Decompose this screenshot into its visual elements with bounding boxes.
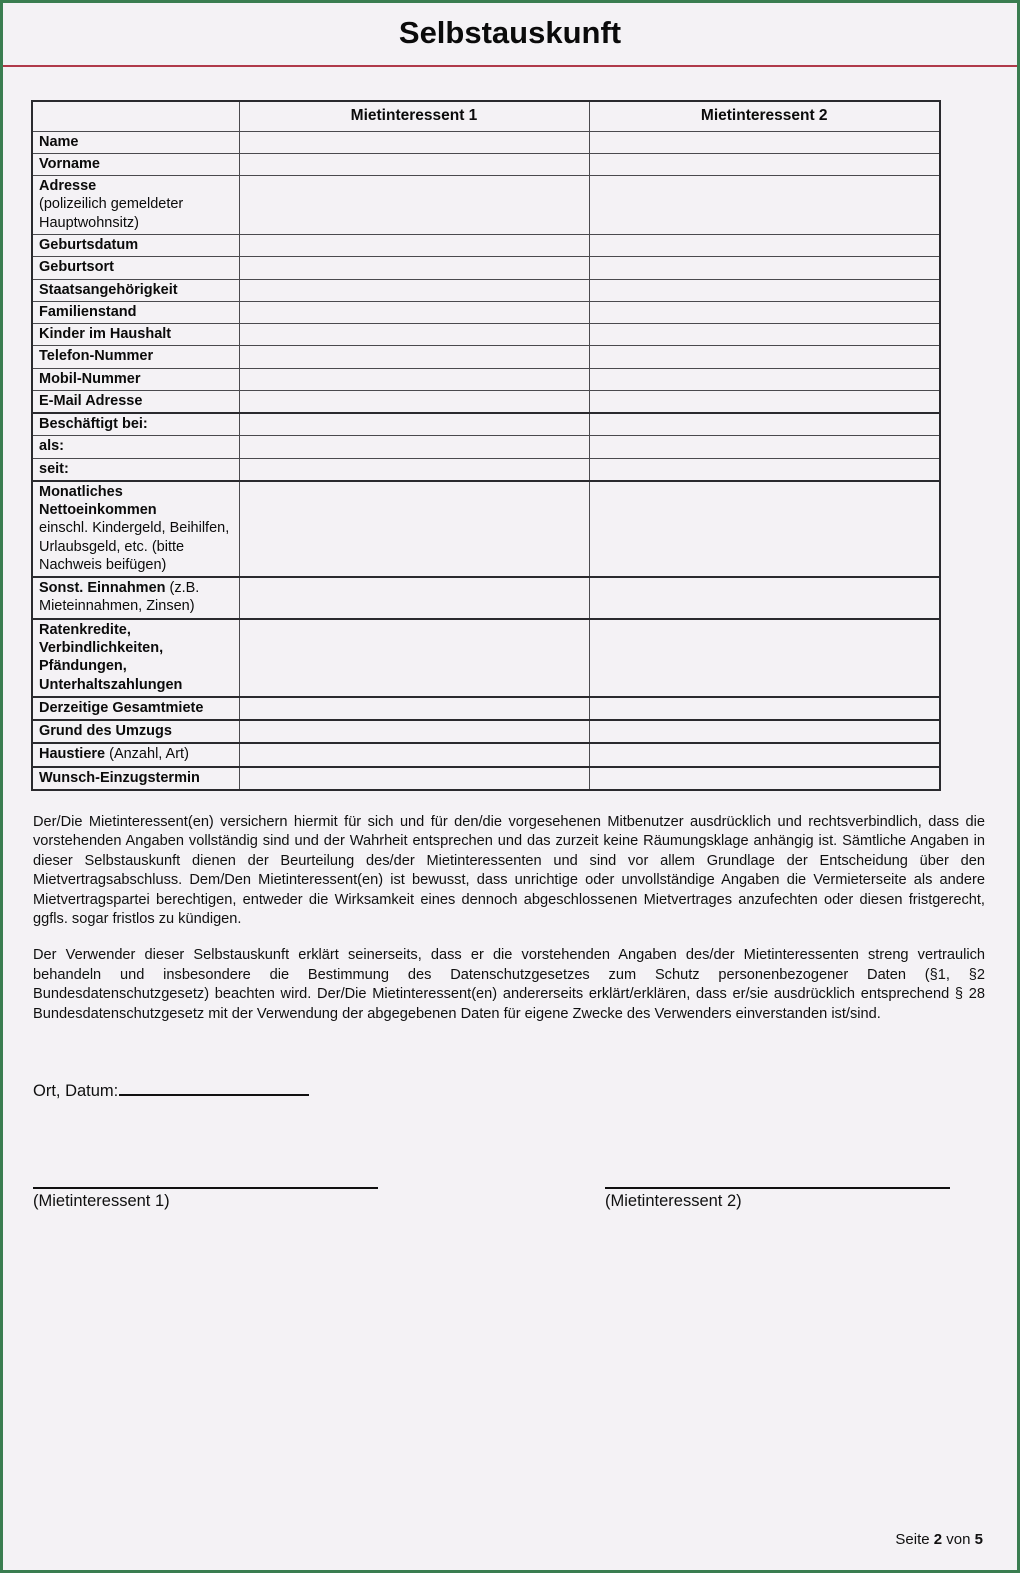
table-row — [32, 153, 940, 175]
footer-page-number: 2 — [933, 1531, 943, 1548]
field-mietinteressent-1[interactable] — [239, 153, 589, 175]
row-label — [32, 176, 239, 235]
row-label-text: Geburtsort — [39, 259, 114, 276]
signature-block-1 — [33, 1187, 378, 1211]
row-label-text: Geburtsdatum — [39, 236, 139, 253]
signature-block-2 — [605, 1187, 950, 1211]
footer-total-pages: 5 — [974, 1531, 983, 1548]
header-mietinteressent-1: Mietinteressent 1 — [239, 101, 589, 132]
row-label — [32, 324, 239, 346]
field-mietinteressent-1[interactable] — [239, 697, 589, 720]
field-mietinteressent-2[interactable] — [589, 413, 940, 436]
field-mietinteressent-1[interactable] — [239, 577, 589, 619]
table-header-row — [32, 101, 940, 132]
row-label — [32, 301, 239, 323]
field-mietinteressent-1[interactable] — [239, 257, 589, 279]
table-row — [32, 436, 940, 458]
footer-prefix: Seite — [895, 1531, 934, 1548]
field-mietinteressent-2[interactable] — [589, 743, 940, 766]
header-mietinteressent-2: Mietinteressent 2 — [589, 101, 940, 132]
selbstauskunft-table — [31, 100, 941, 791]
field-mietinteressent-1[interactable] — [239, 390, 589, 413]
field-mietinteressent-2[interactable] — [589, 458, 940, 481]
field-mietinteressent-2[interactable] — [589, 720, 940, 743]
row-label-text: Staatsangehörigkeit — [39, 281, 178, 298]
table-row — [32, 301, 940, 323]
row-label-text: Mobil-Nummer — [39, 370, 141, 387]
field-mietinteressent-1[interactable] — [239, 436, 589, 458]
row-label-text: als: — [39, 438, 64, 455]
row-label — [32, 390, 239, 413]
field-mietinteressent-1[interactable] — [239, 368, 589, 390]
row-label-text: Beschäftigt bei: — [39, 416, 148, 433]
field-mietinteressent-1[interactable] — [239, 234, 589, 256]
signature-caption-1: (Mietinteressent 1) — [33, 1191, 170, 1210]
table-row — [32, 257, 940, 279]
form-table-wrap — [3, 67, 1017, 791]
field-mietinteressent-1[interactable] — [239, 767, 589, 790]
table-row — [32, 131, 940, 153]
table-row — [32, 413, 940, 436]
row-label-note: (polizeilich gemeldeter Hauptwohnsitz) — [39, 196, 184, 231]
row-label — [32, 368, 239, 390]
row-label-text: Adresse — [39, 178, 97, 195]
header-label-column — [32, 101, 239, 132]
row-label-text: Derzeitige Gesamtmiete — [39, 699, 204, 716]
signature-lines — [33, 1187, 985, 1211]
field-mietinteressent-2[interactable] — [589, 234, 940, 256]
table-row — [32, 720, 940, 743]
field-mietinteressent-2[interactable] — [589, 390, 940, 413]
table-row — [32, 619, 940, 697]
signature-line-2[interactable] — [605, 1187, 950, 1189]
row-label — [32, 743, 239, 766]
row-label — [32, 697, 239, 720]
field-mietinteressent-2[interactable] — [589, 153, 940, 175]
field-mietinteressent-2[interactable] — [589, 436, 940, 458]
row-label-inline-note: (z.B. Mieteinnahmen, Zinsen) — [39, 580, 200, 615]
row-label — [32, 257, 239, 279]
row-label-text: Ratenkredite, Verbindlichkeiten, Pfändungen, Unterhaltszahlungen — [39, 621, 183, 693]
table-row — [32, 390, 940, 413]
field-mietinteressent-2[interactable] — [589, 257, 940, 279]
table-row — [32, 481, 940, 577]
field-mietinteressent-1[interactable] — [239, 176, 589, 235]
row-label-note: einschl. Kindergeld, Beihilfen, Urlaubsgeld, etc. (bitte Nachweis beifügen) — [39, 520, 230, 573]
field-mietinteressent-2[interactable] — [589, 368, 940, 390]
row-label — [32, 346, 239, 368]
page-title: Selbstauskunft — [398, 15, 622, 50]
row-label — [32, 577, 239, 619]
table-body — [32, 131, 940, 790]
row-label-text: Monatliches Nettoeinkommen — [39, 483, 157, 519]
table-row — [32, 743, 940, 766]
field-mietinteressent-1[interactable] — [239, 301, 589, 323]
row-label-text: seit: — [39, 460, 69, 477]
row-label-text: Haustiere — [39, 746, 106, 763]
title-block — [3, 3, 1017, 67]
row-label — [32, 153, 239, 175]
field-mietinteressent-2[interactable] — [589, 324, 940, 346]
field-mietinteressent-1[interactable] — [239, 279, 589, 301]
field-mietinteressent-1[interactable] — [239, 346, 589, 368]
field-mietinteressent-1[interactable] — [239, 619, 589, 697]
declaration-section — [3, 791, 1017, 1024]
row-label-text: Grund des Umzugs — [39, 723, 172, 740]
row-label-text: Name — [39, 133, 79, 150]
table-row — [32, 767, 940, 790]
row-label — [32, 720, 239, 743]
row-label-inline-note: (Anzahl, Art) — [105, 746, 189, 763]
table-row — [32, 697, 940, 720]
row-label-text: Vorname — [39, 155, 100, 172]
field-mietinteressent-2[interactable] — [589, 619, 940, 697]
row-label — [32, 458, 239, 481]
table-row — [32, 577, 940, 619]
field-mietinteressent-1[interactable] — [239, 458, 589, 481]
field-mietinteressent-2[interactable] — [589, 577, 940, 619]
declaration-paragraph-1: Der/Die Mietinteressent(en) versichern hiermit für sich und für den/die vorgesehenen Mitbenutzer ausdrücklich und rechtsverbindlich, dass die vorstehenden Angaben vollständig sind und der Wahrheit entsprechen und das zurzeit keine Räumungsklage anhängig ist. Sämtliche Angaben in dieser Selbstauskunft dienen der Beurteilung des/der Mietinteressenten und sind vor allem Grundlage der Entscheidung über den Mietvertragsabschluss. Dem/Den Mietinteressent(en) ist bewusst, dass unrichtige oder unvollständige Angaben die Vermieterseite als andere Mietvertragspartei berechtigen, entweder die Wirksamkeit eines dennoch abgeschlossenen Mietvertrages anzufechten oder diesen fristgerecht, ggfls. sogar fristlos zu kündigen. — [33, 813, 985, 927]
table-row — [32, 176, 940, 235]
row-label — [32, 131, 239, 153]
field-mietinteressent-2[interactable] — [589, 176, 940, 235]
table-row — [32, 279, 940, 301]
declaration-paragraph-2: Der Verwender dieser Selbstauskunft erklärt seinerseits, dass er die vorstehenden Angaben des/der Mietinteressenten streng vertraulich behandeln und insbesondere die Bestimmung des Datenschutzgesetzes zum Schutz personenbezogener Daten (§1, §2 Bundesdatenschutzgesetz) beachten wird. Der/Die Mietinteressent(en) andererseits erklärt/erklären, dass er/sie ausdrücklich entsprechend § 28 Bundesdatenschutzgesetz mit der Verwendung der abgegebenen Daten für eigene Zwecke des Verwenders einverstanden ist/sind. — [33, 947, 985, 1022]
row-label-text: Telefon-Nummer — [39, 348, 154, 365]
ort-datum-row — [33, 1079, 985, 1101]
row-label-text: Familienstand — [39, 303, 137, 320]
field-mietinteressent-1[interactable] — [239, 743, 589, 766]
ort-datum-label: Ort, Datum: — [33, 1081, 119, 1100]
signature-section — [3, 1041, 1017, 1211]
field-mietinteressent-1[interactable] — [239, 413, 589, 436]
field-mietinteressent-2[interactable] — [589, 697, 940, 720]
field-mietinteressent-2[interactable] — [589, 346, 940, 368]
signature-line-1[interactable] — [33, 1187, 378, 1189]
field-mietinteressent-2[interactable] — [589, 767, 940, 790]
row-label — [32, 279, 239, 301]
table-row — [32, 458, 940, 481]
field-mietinteressent-2[interactable] — [589, 131, 940, 153]
table-row — [32, 346, 940, 368]
row-label — [32, 481, 239, 577]
row-label — [32, 234, 239, 256]
field-mietinteressent-1[interactable] — [239, 720, 589, 743]
field-mietinteressent-1[interactable] — [239, 324, 589, 346]
row-label — [32, 413, 239, 436]
row-label-text: E-Mail Adresse — [39, 392, 143, 409]
field-mietinteressent-1[interactable] — [239, 131, 589, 153]
ort-datum-input-line[interactable] — [119, 1079, 309, 1096]
table-row — [32, 234, 940, 256]
row-label-text: Kinder im Haushalt — [39, 326, 172, 343]
signature-caption-2: (Mietinteressent 2) — [605, 1191, 742, 1210]
row-label-text: Sonst. Einnahmen — [39, 580, 166, 597]
row-label — [32, 619, 239, 697]
field-mietinteressent-2[interactable] — [589, 279, 940, 301]
row-label-text: Wunsch-Einzugstermin — [39, 769, 200, 786]
page-footer — [895, 1531, 983, 1548]
field-mietinteressent-2[interactable] — [589, 481, 940, 577]
row-label — [32, 436, 239, 458]
row-label — [32, 767, 239, 790]
field-mietinteressent-2[interactable] — [589, 301, 940, 323]
field-mietinteressent-1[interactable] — [239, 481, 589, 577]
footer-middle: von — [942, 1531, 975, 1548]
table-row — [32, 368, 940, 390]
table-row — [32, 324, 940, 346]
